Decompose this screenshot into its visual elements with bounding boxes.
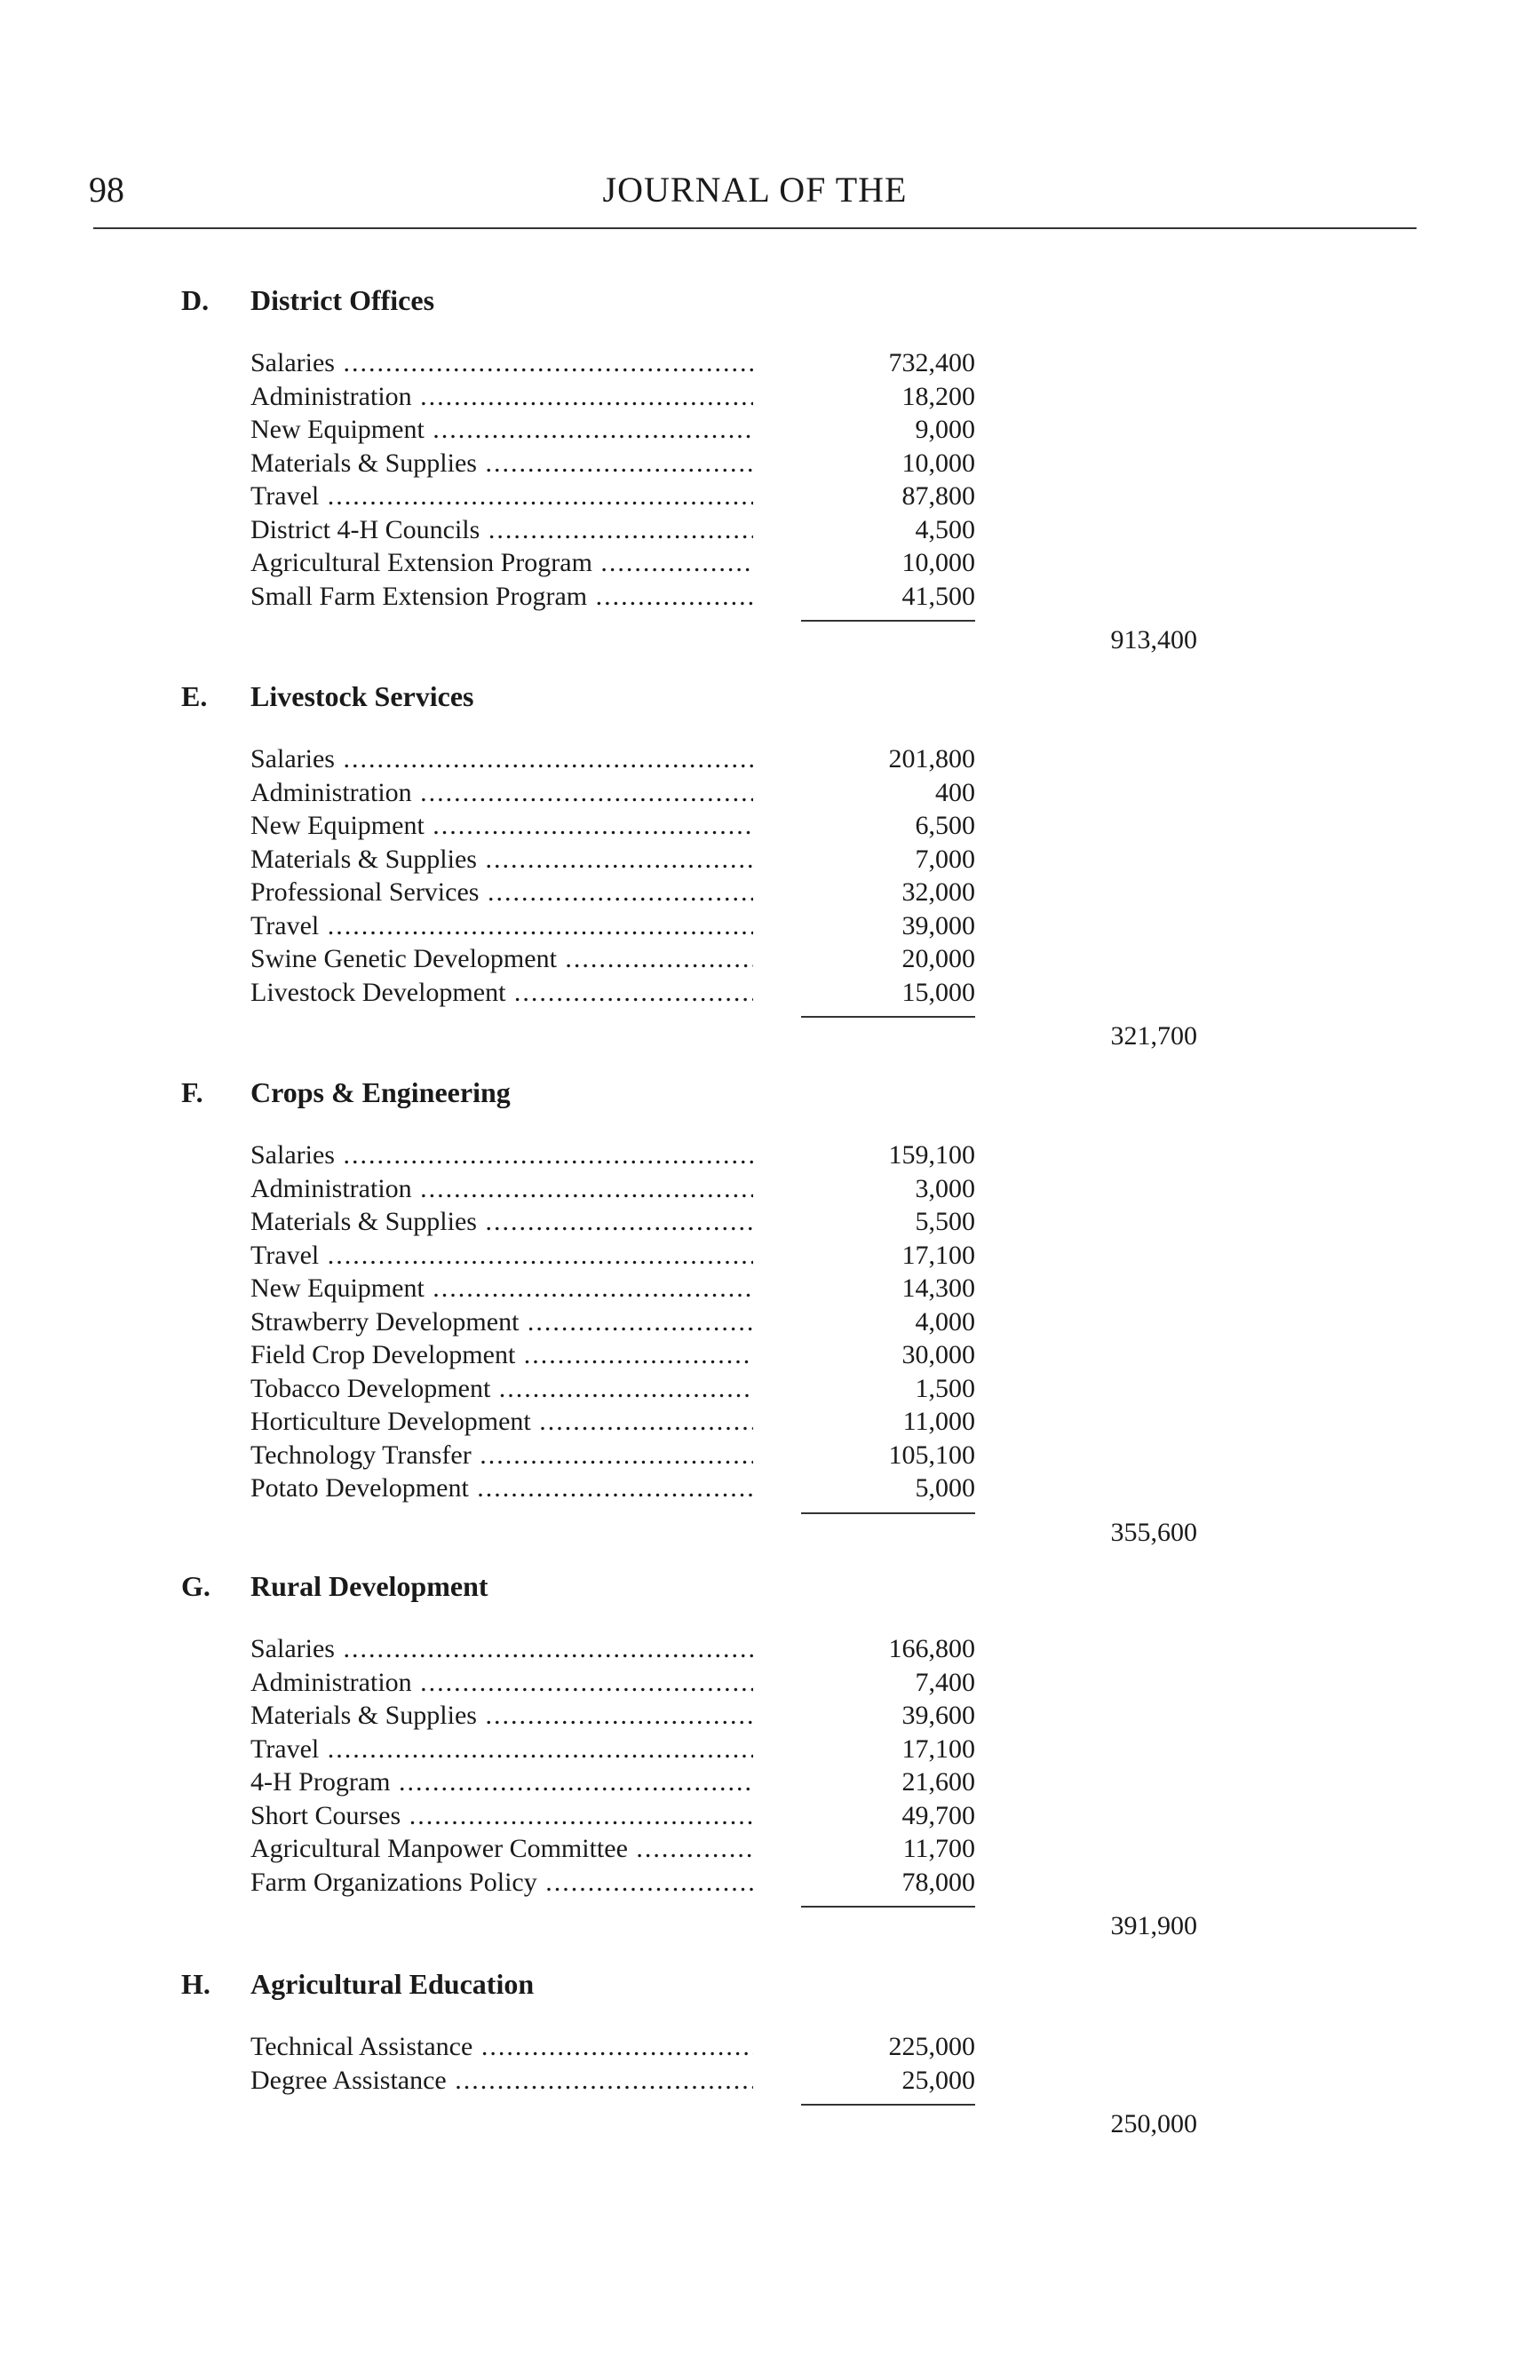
line-item-amount: 225,000 [888, 2032, 975, 2061]
line-item-label: Administration ..... [250, 1668, 753, 1698]
line-item-amount: 11,700 [902, 1834, 975, 1863]
line-item-label: Travel ..... [250, 1241, 753, 1271]
line-item-label: Salaries ..... [250, 744, 753, 774]
line-item [0, 481, 1540, 514]
line-item [0, 582, 1540, 615]
section-total: 355,600 [1110, 1517, 1197, 1547]
line-item-amount: 7,000 [915, 844, 975, 874]
line-item [0, 515, 1540, 548]
line-item-amount: 5,000 [915, 1473, 975, 1503]
line-item-amount: 5,500 [915, 1207, 975, 1236]
line-item-amount: 732,400 [888, 348, 975, 377]
line-item-amount: 17,100 [901, 1733, 975, 1764]
line-item [0, 1273, 1540, 1306]
line-item-amount: 25,000 [901, 2065, 975, 2095]
page-header [89, 160, 1421, 213]
line-item-amount: 10,000 [901, 548, 975, 577]
line-item-amount: 3,000 [915, 1173, 975, 1203]
line-item-label: Technology Transfer ..... [250, 1440, 753, 1471]
section-total: 391,900 [1110, 1911, 1197, 1940]
subtotal-rule [801, 1906, 975, 1908]
line-item [0, 415, 1540, 448]
line-item [0, 2032, 1540, 2065]
section-title: District Offices [250, 284, 435, 316]
line-item-label: Short Courses ..... [250, 1801, 753, 1831]
line-item-amount: 49,700 [901, 1800, 975, 1830]
line-item-label: Materials & Supplies ..... [250, 448, 753, 479]
line-item-label: Administration ..... [250, 1174, 753, 1204]
line-item-label: Potato Development ..... [250, 1473, 753, 1503]
line-item [0, 1834, 1540, 1867]
line-item-amount: 20,000 [901, 944, 975, 973]
line-item-amount: 9,000 [915, 415, 975, 444]
section-total: 250,000 [1110, 2109, 1197, 2138]
line-item-amount: 32,000 [901, 877, 975, 907]
line-item-amount: 6,500 [915, 811, 975, 840]
line-item [0, 1440, 1540, 1473]
line-item [0, 877, 1540, 910]
line-item-label: Small Farm Extension Program ..... [250, 582, 753, 612]
line-item-label: Field Crop Development ..... [250, 1340, 753, 1370]
line-item [0, 2066, 1540, 2098]
line-item [0, 1207, 1540, 1240]
line-item [0, 1374, 1540, 1407]
section-letter: D. [181, 284, 210, 316]
line-item-label: Materials & Supplies ..... [250, 1207, 753, 1237]
line-item-amount: 39,600 [901, 1701, 975, 1730]
line-item-amount: 1,500 [915, 1373, 975, 1403]
line-item-label: Agricultural Extension Program ..... [250, 548, 753, 578]
line-item-amount: 400 [935, 777, 975, 807]
line-item-amount: 18,200 [901, 381, 975, 411]
line-item-label: Administration ..... [250, 382, 753, 412]
header-rule [93, 227, 1417, 229]
line-item-amount: 41,500 [901, 581, 975, 611]
line-item [0, 1307, 1540, 1340]
line-item-amount: 4,000 [915, 1306, 975, 1337]
line-item [0, 744, 1540, 777]
line-item-label: Strawberry Development ..... [250, 1307, 753, 1337]
line-item-label: Professional Services ..... [250, 877, 753, 908]
line-item-label: Salaries ..... [250, 1140, 753, 1170]
line-item [0, 1734, 1540, 1767]
line-item [0, 1868, 1540, 1900]
section-letter: F. [181, 1076, 203, 1108]
line-item-amount: 17,100 [901, 1240, 975, 1270]
line-item-amount: 15,000 [901, 977, 975, 1007]
line-item-label: District 4-H Councils ..... [250, 515, 753, 545]
line-item [0, 1634, 1540, 1667]
line-item-label: Travel ..... [250, 911, 753, 941]
line-item [0, 382, 1540, 415]
line-item [0, 1701, 1540, 1733]
section-total: 321,700 [1110, 1021, 1197, 1051]
line-item-label: Travel ..... [250, 481, 753, 512]
line-item [0, 978, 1540, 1011]
line-item-label: Technical Assistance ..... [250, 2032, 753, 2062]
line-item-amount: 30,000 [901, 1340, 975, 1369]
subtotal-rule [801, 620, 975, 622]
section-title: Livestock Services [250, 680, 474, 712]
line-item-label: Agricultural Manpower Committee ..... [250, 1834, 753, 1864]
line-item-label: New Equipment ..... [250, 415, 753, 445]
line-item-amount: 105,100 [888, 1440, 975, 1470]
line-item [0, 1407, 1540, 1440]
line-item [0, 348, 1540, 381]
section-title: Rural Development [250, 1570, 488, 1602]
line-item-amount: 14,300 [901, 1273, 975, 1303]
section-title: Crops & Engineering [250, 1076, 511, 1108]
subtotal-rule [801, 1016, 975, 1018]
line-item-amount: 7,400 [915, 1667, 975, 1697]
line-item [0, 944, 1540, 977]
line-item [0, 811, 1540, 844]
line-item-label: Salaries ..... [250, 1634, 753, 1664]
subtotal-rule [801, 2104, 975, 2106]
running-head: JOURNAL OF THE [602, 170, 908, 210]
line-item-amount: 21,600 [901, 1767, 975, 1797]
line-item-label: Travel ..... [250, 1734, 753, 1765]
line-item [0, 1340, 1540, 1373]
line-item-amount: 10,000 [901, 448, 975, 478]
line-item-amount: 166,800 [888, 1634, 975, 1663]
line-item [0, 548, 1540, 581]
line-item [0, 448, 1540, 481]
section-letter: G. [181, 1570, 210, 1602]
line-item [0, 1801, 1540, 1834]
line-item-amount: 201,800 [888, 744, 975, 774]
line-item-amount: 11,000 [902, 1407, 975, 1436]
line-item-label: Horticulture Development ..... [250, 1407, 753, 1437]
line-item [0, 911, 1540, 944]
line-item [0, 778, 1540, 811]
line-item [0, 1473, 1540, 1506]
line-item-label: 4-H Program ..... [250, 1767, 753, 1797]
line-item-amount: 39,000 [901, 910, 975, 940]
line-item [0, 845, 1540, 877]
line-item-label: Tobacco Development ..... [250, 1374, 753, 1404]
line-item-label: Materials & Supplies ..... [250, 845, 753, 875]
line-item-amount: 87,800 [901, 481, 975, 511]
line-item-amount: 4,500 [915, 514, 975, 544]
line-item-label: Swine Genetic Development ..... [250, 944, 753, 974]
line-item [0, 1140, 1540, 1173]
line-item-label: New Equipment ..... [250, 1273, 753, 1304]
subtotal-rule [801, 1512, 975, 1514]
line-item-label: Livestock Development ..... [250, 978, 753, 1008]
section-total: 913,400 [1110, 625, 1197, 654]
line-item-label: Materials & Supplies ..... [250, 1701, 753, 1731]
line-item [0, 1767, 1540, 1800]
line-item-amount: 78,000 [901, 1867, 975, 1897]
line-item [0, 1174, 1540, 1207]
line-item [0, 1668, 1540, 1701]
line-item-label: New Equipment ..... [250, 811, 753, 841]
page-number: 98 [89, 170, 124, 210]
line-item-label: Administration ..... [250, 778, 753, 808]
section-letter: E. [181, 680, 208, 712]
line-item-label: Salaries ..... [250, 348, 753, 378]
line-item-label: Degree Assistance ..... [250, 2066, 753, 2096]
section-letter: H. [181, 1968, 210, 2000]
line-item [0, 1241, 1540, 1273]
line-item-amount: 159,100 [888, 1140, 975, 1170]
line-item-label: Farm Organizations Policy ..... [250, 1868, 753, 1898]
section-title: Agricultural Education [250, 1968, 535, 2000]
